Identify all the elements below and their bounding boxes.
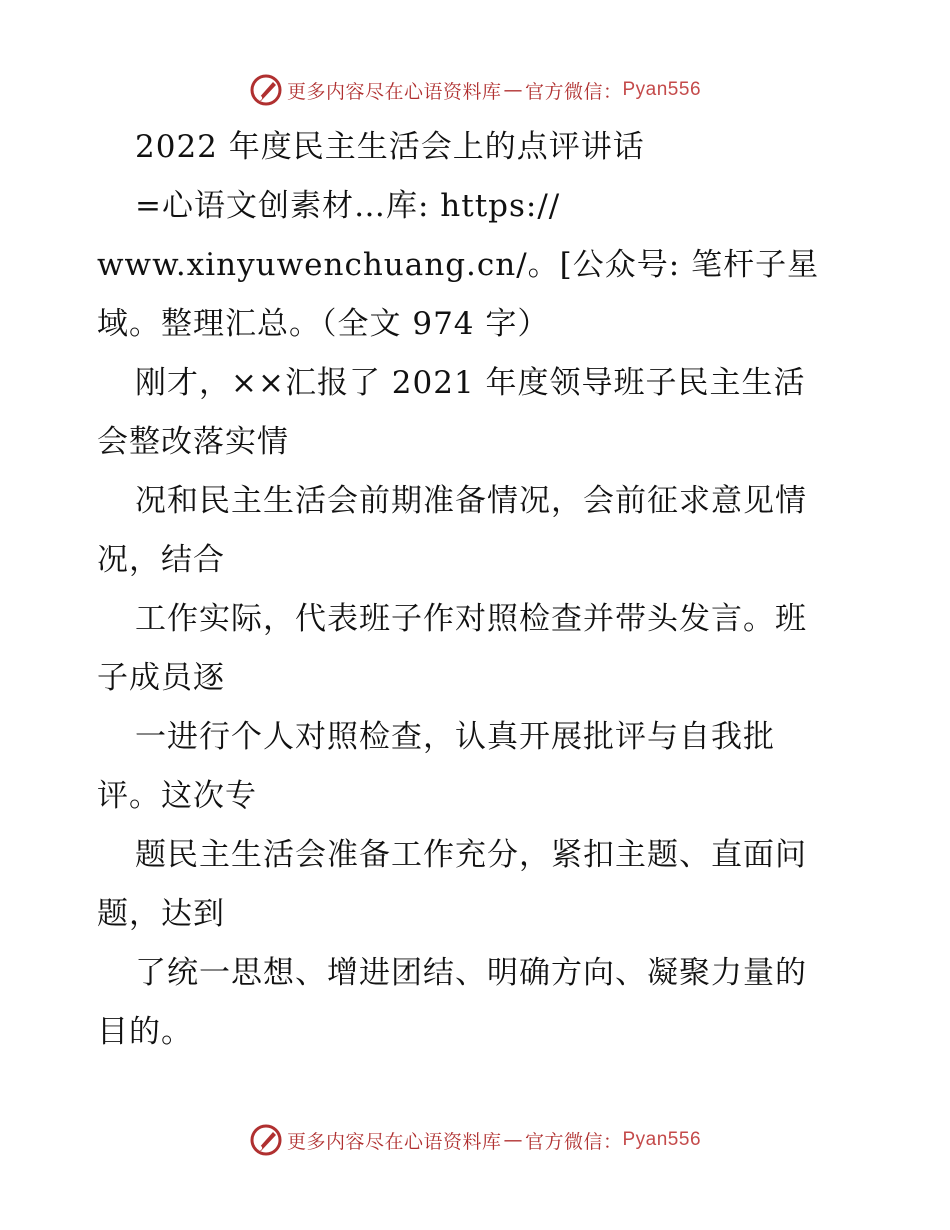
document-body bbox=[97, 118, 857, 1062]
document-line: 刚才，××汇报了 2021 年度领导班子民主生活 bbox=[135, 365, 806, 401]
document-line: 一进行个人对照检查，认真开展批评与自我批 bbox=[135, 719, 775, 755]
document-line: 子成员逐 bbox=[97, 660, 225, 696]
document-line: 工作实际，代表班子作对照检查并带头发言。班 bbox=[135, 601, 807, 637]
header-account: Pyan556 bbox=[622, 79, 702, 100]
header-separator: — bbox=[503, 79, 523, 101]
document-line: =心语文创素材…库: https:// bbox=[135, 188, 561, 224]
footer-account: Pyan556 bbox=[622, 1129, 702, 1150]
document-line: 题民主生活会准备工作充分，紧扣主题、直面问 bbox=[135, 837, 807, 873]
document-line: 了统一思想、增进团结、明确方向、凝聚力量的 bbox=[135, 955, 807, 991]
document-line: 域。整理汇总。（全文 974 字） bbox=[97, 306, 550, 342]
quill-pen-seal-icon bbox=[249, 73, 283, 107]
header-wechat-label: 官方微信： bbox=[524, 80, 623, 103]
footer-wechat-label: 官方微信： bbox=[524, 1130, 623, 1153]
document-line: 题，达到 bbox=[97, 896, 225, 932]
quill-pen-seal-icon bbox=[249, 1123, 283, 1157]
footer-site-text: 更多内容尽在心语资料库 bbox=[286, 1130, 502, 1153]
footer-banner bbox=[0, 1120, 950, 1160]
header-banner bbox=[0, 70, 950, 110]
document-line: www.xinyuwenchuang.cn/。[公众号: 笔杆子星 bbox=[97, 247, 820, 283]
document-line: 会整改落实情 bbox=[97, 424, 289, 460]
header-site-text: 更多内容尽在心语资料库 bbox=[286, 80, 502, 103]
document-line: 况，结合 bbox=[97, 542, 225, 578]
document-line: 况和民主生活会前期准备情况，会前征求意见情 bbox=[135, 483, 807, 519]
document-line: 评。这次专 bbox=[97, 778, 257, 814]
document-title: 2022 年度民主生活会上的点评讲话 bbox=[135, 129, 645, 165]
footer-separator: — bbox=[503, 1129, 523, 1151]
document-line: 目的。 bbox=[97, 1014, 193, 1050]
